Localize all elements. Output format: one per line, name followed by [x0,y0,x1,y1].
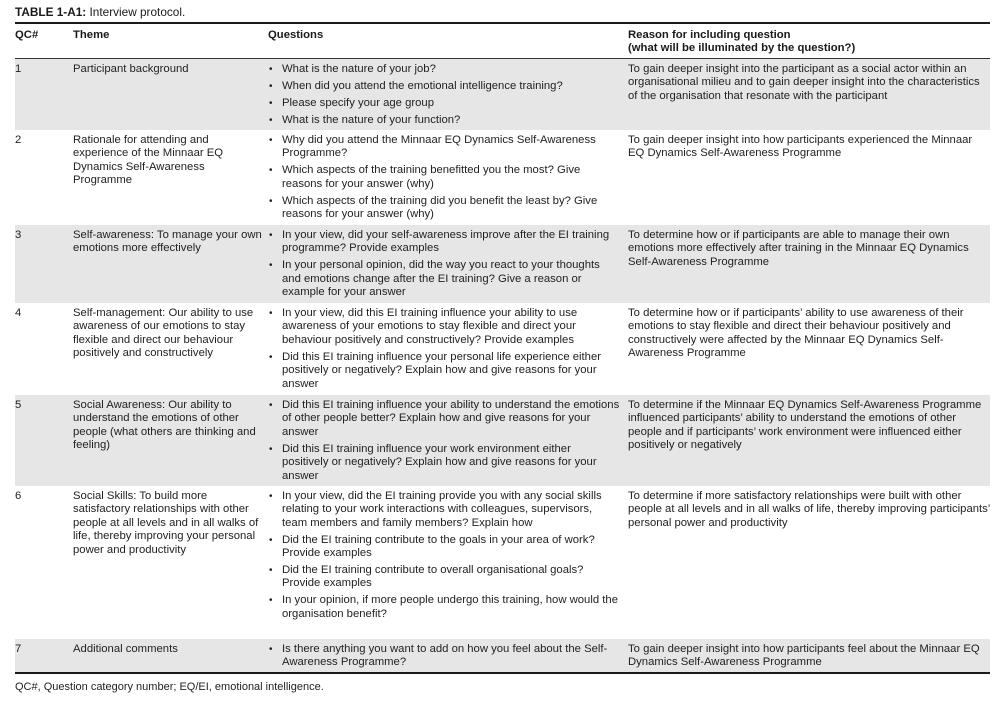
qc-number: 1 [15,63,22,75]
qc-number: 6 [15,490,22,502]
reason: To determine how or if participants’ ability to use awareness of their emotions to stay flexible and direct their behaviour positively and constructively were affected by the Minnaar EQ Dynamics Self-Awareness Programme [628,307,964,360]
reason: To determine if more satisfactory relationships were built with other people at all levels and in all walks of life, thereby improving participants’ personal power and productivity [628,490,990,529]
questions-list [268,134,620,221]
reason: To determine if the Minnaar EQ Dynamics Self-Awareness Programme influenced participants’ ability to understand the emotions of other people and if participants’ work environment were influenced either positively or negatively [628,399,982,452]
questions-list [268,229,620,300]
table-row [15,486,990,639]
question-item: • Which aspects of the training did you benefit the least by? Give reasons for your answer (why) [268,195,620,222]
header-reason-line2: (what will be illuminated by the question?) [628,42,856,55]
question-item: • Did the EI training contribute to overall organisational goals? Provide examples [268,564,620,591]
table-row [15,130,990,225]
reason: To gain deeper insight into how participants feel about the Minnaar EQ Dynamics Self-Awareness Programme [628,643,980,669]
header-theme: Theme [73,29,110,41]
header-questions: Questions [268,29,324,41]
question-item: • Please specify your age group [268,97,620,110]
question-item: • In your view, did your self-awareness improve after the EI training programme? Provide examples [268,229,620,256]
qc-number: 3 [15,229,22,241]
reason: To determine how or if participants are able to manage their own emotions more effectively after training in the Minnaar EQ Dynamics Self-Awareness Programme [628,229,969,268]
table-caption [15,5,185,19]
reason: To gain deeper insight into the participant as a social actor within an organisational milieu and to gain deeper insight into the characteristics of the organisation that resonate with the participant [628,63,980,102]
qc-number: 7 [15,643,22,655]
interview-protocol-table [15,22,990,674]
header-reason-line1: Reason for including question [628,29,791,41]
question-item: • Did this EI training influence your work environment either positively or negatively? Explain how and give reasons for your answer [268,443,620,483]
theme: Self-awareness: To manage your own emotions more effectively [73,229,262,255]
questions-cell [268,307,620,394]
questions-cell [268,134,620,225]
question-item: • Did this EI training influence your ability to understand the emotions of other people better? Explain how and give reasons for your answer [268,399,620,439]
header-reason [628,29,990,56]
header-qc: QC# [15,29,39,41]
theme: Self-management: Our ability to use awareness of our emotions to stay flexible and direct our behaviour positively and constructively [73,307,254,360]
table-row [15,225,990,303]
question-item: • In your view, did this EI training influence your ability to use awareness of your emotions to stay flexible and direct your behaviour positively and constructively? Provide examples [268,307,620,347]
theme: Social Skills: To build more satisfactory relationships with other people at all levels and in all walks of life, thereby improving your personal power and productivity [73,490,259,556]
question-item: • Is there anything you want to add on how you feel about the Self-Awareness Programme? [268,643,620,670]
table-row [15,639,990,672]
table-row [15,303,990,395]
questions-list [268,307,620,391]
questions-cell [268,63,620,131]
question-item: • When did you attend the emotional intelligence training? [268,80,620,93]
question-item: • Did the EI training contribute to the goals in your area of work? Provide examples [268,534,620,561]
questions-cell [268,490,620,625]
question-item: • What is the nature of your function? [268,114,620,127]
questions-cell [268,229,620,303]
questions-list [268,490,620,621]
questions-list [268,399,620,483]
question-item: • What is the nature of your job? [268,63,620,76]
questions-list [268,63,620,127]
table-row [15,59,990,130]
question-item: • Did this EI training influence your personal life experience either positively or negatively? Explain how and give reasons for your answer [268,351,620,391]
table-header-row [15,24,990,59]
theme: Social Awareness: Our ability to understand the emotions of other people (what others are thinking and feeling) [73,399,256,452]
table-label: TABLE 1-A1: [15,5,87,19]
question-item: • In your personal opinion, did the way you react to your thoughts and emotions change after the EI training? Give a reason or example for your answer [268,259,620,299]
questions-cell [268,399,620,486]
question-item: • In your opinion, if more people undergo this training, how would the organisation benefit? [268,594,620,621]
qc-number: 2 [15,134,22,146]
questions-cell [268,643,620,673]
table-footnote: QC#, Question category number; EQ/EI, emotional intelligence. [15,681,324,693]
question-item: • Which aspects of the training benefitted you the most? Give reasons for your answer (why) [268,164,620,191]
theme: Additional comments [73,643,178,655]
theme: Rationale for attending and experience of the Minnaar EQ Dynamics Self-Awareness Programme [73,134,224,187]
table-title: Interview protocol. [86,5,186,19]
qc-number: 5 [15,399,22,411]
questions-list [268,643,620,670]
question-item: • Why did you attend the Minnaar EQ Dynamics Self-Awareness Programme? [268,134,620,161]
theme: Participant background [73,63,189,75]
qc-number: 4 [15,307,22,319]
question-item: • In your view, did the EI training provide you with any social skills relating to your work interactions with colleagues, supervisors, team members and family members? Explain how [268,490,620,530]
reason: To gain deeper insight into how participants experienced the Minnaar EQ Dynamics Self-Awareness Programme [628,134,973,160]
table-row [15,395,990,486]
